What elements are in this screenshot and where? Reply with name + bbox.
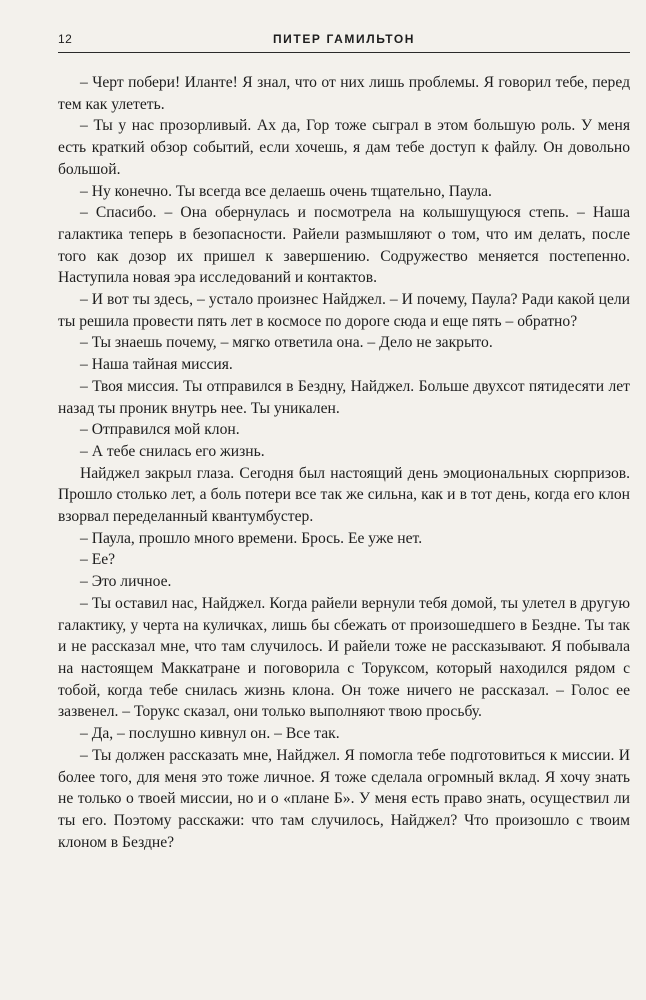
paragraph: – Отправился мой клон. [80, 421, 240, 439]
paragraph: – Спасибо. – Она обернулась и посмотрела на колышущуюся степь. – Наша галактика теперь в безопасности. Райели размышляют о том, что им делать, после того как дозор их пришел к завершению. Содружество меняется постепенно. Наступила новая эра исследований и контактов. [58, 204, 630, 287]
running-title: ПИТЕР ГАМИЛЬТОН [272, 32, 416, 46]
paragraph: – Да, – послушно кивнул он. – Все так. [80, 725, 340, 743]
paragraph: – Наша тайная миссия. [80, 356, 233, 374]
paragraph: – Черт побери! Иланте! Я знал, что от них лишь проблемы. Я говорил тебе, перед тем как улететь. [58, 74, 630, 113]
paragraph: – Ты должен рассказать мне, Найджел. Я помогла тебе подготовиться к миссии. И более того, для меня это тоже личное. Я тоже сделала огромный вклад. Я хочу знать не только о твоей миссии, но и о «плане Б». У меня есть право знать, осуществил ли ты его. Поэтому расскажи: что там случилось, Найджел? Что произошло с твоим клоном в Бездне? [58, 746, 630, 851]
header-rule [58, 52, 630, 53]
page-number: 12 [58, 32, 73, 46]
paragraph: – И вот ты здесь, – устало произнес Найджел. – И почему, Паула? Ради какой цели ты решила провести пять лет в космосе по дороге сюда и еще пять – обратно? [58, 291, 630, 330]
paragraph: – А тебе снилась его жизнь. [80, 442, 265, 460]
paragraph: – Ну конечно. Ты всегда все делаешь очень тщательно, Паула. [80, 182, 492, 200]
paragraph: – Ты знаешь почему, – мягко ответила она. – Дело не закрыто. [80, 334, 493, 352]
page-header [58, 28, 630, 52]
paragraph: Найджел закрыл глаза. Сегодня был настоящий день эмоциональных сюрпризов. Прошло столько лет, а боль потери все так же сильна, как и в тот день, когда его клон взорвал переделанный квантумбустер. [58, 464, 630, 526]
paragraph: – Твоя миссия. Ты отправился в Бездну, Найджел. Больше двухсот пятидесяти лет назад ты проник внутрь нее. Ты уникален. [58, 377, 630, 417]
body-text [58, 72, 630, 853]
paragraph: – Ты оставил нас, Найджел. Когда райели вернули тебя домой, ты улетел в другую галактику, у черта на куличках, лишь бы сбежать от произошедшего в Бездне. Ты так и не рассказал мне, что там случилось. И райели тоже не рассказывают. Я побывала на настоящем Маккатране и поговорила с Торуксом, который находился рядом с тобой, когда тебе снилась жизнь клона. Он тоже ничего не рассказал. – Голос ее зазвенел. – Торукс сказал, они только выполняют твою просьбу. [58, 594, 630, 721]
paragraph: – Паула, прошло много времени. Брось. Ее уже нет. [80, 529, 423, 547]
paragraph: – Это личное. [80, 573, 172, 591]
paragraph: – Ты у нас прозорливый. Ах да, Гор тоже сыграл в этом большую роль. У меня есть краткий обзор событий, если хочешь, я дам тебе доступ к файлу. Он довольно большой. [58, 117, 630, 178]
paragraph: – Ее? [80, 551, 116, 569]
